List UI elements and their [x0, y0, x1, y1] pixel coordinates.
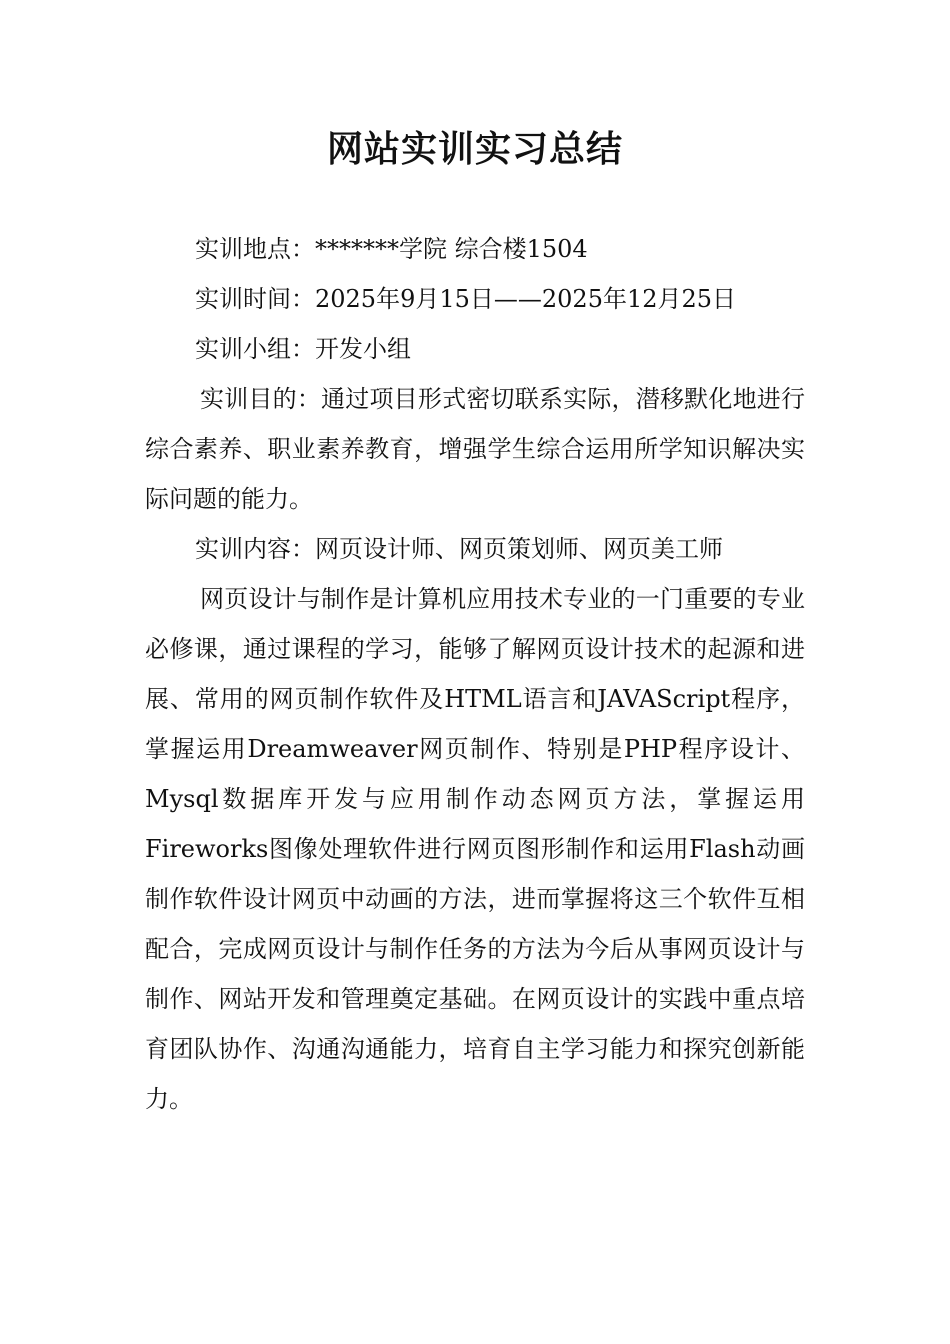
training-purpose: 实训目的：通过项目形式密切联系实际，潜移默化地进行综合素养、职业素养教育，增强学生综合运用所学知识解决实际问题的能力。 [145, 385, 805, 513]
document-title: 网站实训实习总结 [326, 129, 623, 170]
training-time: 实训时间：2025年9月15日——2025年12月25日 [195, 285, 737, 313]
document-body [145, 224, 805, 1124]
training-location: 实训地点：*******学院 综合楼1504 [195, 235, 588, 263]
course-description: 网页设计与制作是计算机应用技术专业的一门重要的专业必修课，通过课程的学习，能够了解网页设计技术的起源和进展、常用的网页制作软件及HTML语言和JAVAScript程序，掌握运用Dreamweaver网页制作、特别是PHP程序设计、Mysql数据库开发与应用制作动态网页方法，掌握运用Fireworks图像处理软件进行网页图形制作和运用Flash动画制作软件设计网页中动画的方法，进而掌握将这三个软件互相配合，完成网页设计与制作任务的方法为今后从事网页设计与制作、网站开发和管理奠定基础。在网页设计的实践中重点培育团队协作、沟通沟通能力，培育自主学习能力和探究创新能力。 [145, 585, 805, 1113]
training-group: 实训小组：开发小组 [195, 335, 411, 363]
training-content: 实训内容：网页设计师、网页策划师、网页美工师 [195, 535, 723, 563]
